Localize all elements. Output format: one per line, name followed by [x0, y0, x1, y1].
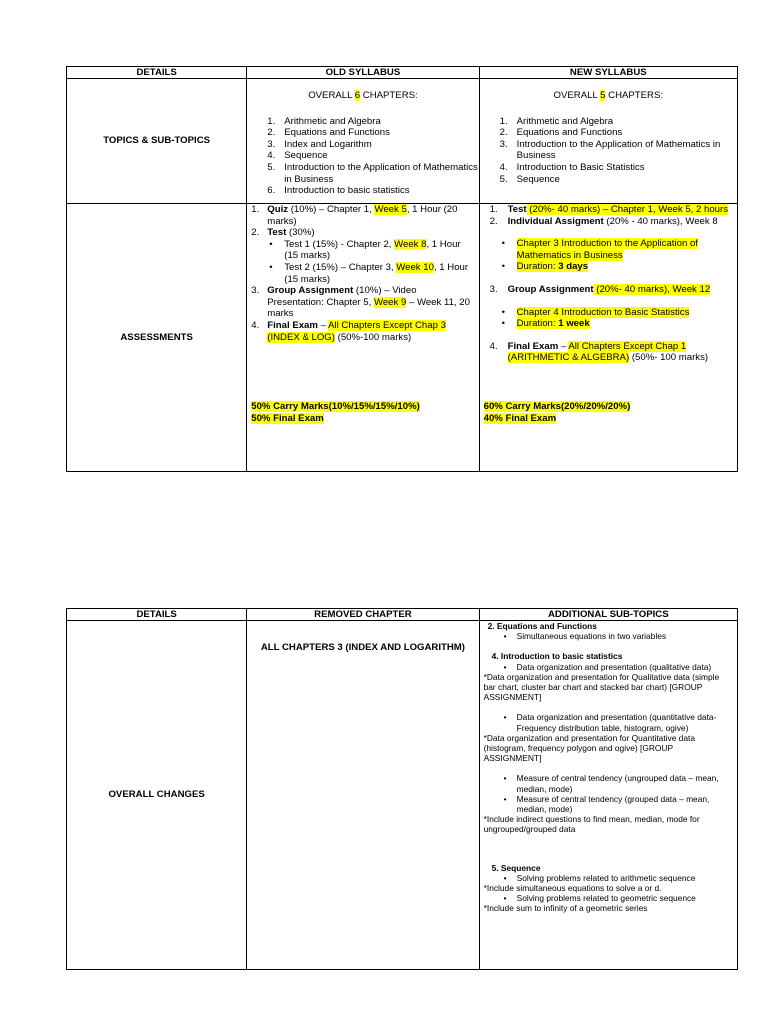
- assessments-row: [67, 204, 738, 472]
- new-topics-cell: [479, 79, 737, 204]
- new-assessments-cell: [479, 204, 737, 472]
- old-assessments-cell: [247, 204, 479, 472]
- header-details: DETAILS: [67, 609, 247, 621]
- additional-subtopics-cell: [479, 621, 737, 970]
- list-item: • Duration: 1 week: [480, 318, 731, 330]
- list-item: • Chapter 4 Introduction to Basic Statistics: [480, 307, 731, 319]
- note-text: *Include sum to infinity of a geometric series: [483, 903, 648, 914]
- list-item: 3. Group Assignment (20%- 40 marks), Week 12 • Chapter 4 Introduction to Basic Statistics • Duration: 1 week: [480, 284, 731, 330]
- list-item: 2. Equations and Functions: [267, 127, 390, 139]
- list-item: • Solving problems related to arithmetic sequence: [484, 873, 731, 883]
- list-item: • Test 2 (15%) – Chapter 3, Week 10, 1 Hour (15 marks): [247, 262, 472, 285]
- syllabus-comparison-table: [66, 66, 738, 472]
- list-item: 1. Test (20%- 40 marks) – Chapter 1, Week 5, 2 hours: [489, 204, 729, 215]
- new-carry-marks: 60% Carry Marks(20%/20%/20%): [483, 401, 631, 412]
- list-item: • Duration: 3 days: [480, 261, 731, 273]
- old-final-exam: 50% Final Exam: [251, 412, 324, 424]
- list-item: 4. Final Exam – All Chapters Except Chap 3 (INDEX & LOG) (50%-100 marks): [251, 319, 446, 343]
- section-title: 5. Sequence: [491, 862, 541, 873]
- removed-chapter-cell: [247, 621, 479, 970]
- new-final-exam: 40% Final Exam: [483, 412, 557, 424]
- list-item: 2. Individual Assigment (20% - 40 marks), Week 8 • Chapter 3 Introduction to the Application of Mathematics in Business • Duration: 3 days: [480, 216, 731, 273]
- list-item: 3. Group Assignment (10%) – Video Presentation: Chapter 5, Week 9 – Week 11, 20 marks: [251, 285, 470, 320]
- list-item: 2. Equations and Functions: [499, 127, 623, 139]
- new-overall-chapters: OVERALL 5 CHAPTERS:: [553, 90, 664, 101]
- list-item: • Test 1 (15%) - Chapter 2, Week 8, 1 Hour (15 marks): [247, 239, 472, 262]
- list-item: 5. Sequence: [499, 173, 560, 185]
- list-item: • Simultaneous equations in two variables: [484, 631, 731, 641]
- list-item: 4. Introduction to Basic Statistics: [499, 161, 645, 173]
- list-item: 6. Introduction to basic statistics: [267, 185, 410, 197]
- list-item: • Solving problems related to geometric sequence: [484, 893, 731, 903]
- header-details: DETAILS: [67, 67, 247, 79]
- note-text: *Include simultaneous equations to solve a or d.: [483, 883, 662, 894]
- section-title: 2. Equations and Functions: [487, 621, 597, 631]
- list-item: • Data organization and presentation (quantitative data- Frequency distribution table, histogram, ogive): [484, 712, 731, 732]
- header-old-syllabus: OLD SYLLABUS: [247, 67, 479, 79]
- list-item: • Measure of central tendency (ungrouped data – mean, median, mode): [484, 773, 731, 793]
- list-item: 3. Index and Logarithm: [267, 138, 372, 150]
- new-topic-list: [480, 116, 737, 186]
- header-additional-subtopics: ADDITIONAL SUB-TOPICS: [479, 609, 737, 621]
- list-item: 4. Final Exam – All Chapters Except Chap 1 (ARITHMETIC & ALGEBRA) (50%- 100 marks): [489, 340, 709, 364]
- list-item: 1. Arithmetic and Algebra: [267, 115, 381, 127]
- table-header-row: [67, 67, 738, 79]
- topics-row: [67, 79, 738, 204]
- list-item: 2. Test (30%) • Test 1 (15%) - Chapter 2, Week 8, 1 Hour (15 marks) • Test 2 (15%) – Chapter 3, Week 10, 1 Hour (15 marks): [247, 227, 472, 285]
- overall-changes-row: [67, 621, 738, 970]
- overall-changes-table: [66, 608, 738, 970]
- list-item: • Measure of central tendency (grouped data – mean, median, mode): [484, 794, 731, 814]
- removed-chapter-text: ALL CHAPTERS 3 (INDEX AND LOGARITHM): [260, 642, 465, 653]
- note-text: *Data organization and presentation for Qualitative data (simple bar chart, cluster bar chart and stacked bar chart) [GROUP ASSIGNMENT]: [483, 671, 720, 703]
- note-text: *Include indirect questions to find mean, median, mode for ungrouped/grouped data: [483, 814, 700, 835]
- note-text: *Data organization and presentation for Quantitative data (histogram, frequency polygon and ogive) [GROUP ASSIGNMENT]: [483, 732, 695, 764]
- header-removed-chapter: REMOVED CHAPTER: [247, 609, 479, 621]
- old-overall-chapters: OVERALL 6 CHAPTERS:: [308, 90, 418, 101]
- list-item: 1. Arithmetic and Algebra: [499, 115, 614, 127]
- list-item: 5. Introduction to the Application of Mathematics in Business: [267, 161, 478, 185]
- list-item: 3. Introduction to the Application of Mathematics in Business: [499, 138, 721, 162]
- assessments-label: ASSESSMENTS: [67, 204, 247, 472]
- section-title: 4. Introduction to basic statistics: [491, 651, 623, 662]
- list-item: 4. Sequence: [267, 150, 328, 162]
- overall-changes-label: OVERALL CHANGES: [67, 621, 247, 970]
- old-topic-list: [247, 116, 478, 197]
- table-header-row: [67, 609, 738, 621]
- header-new-syllabus: NEW SYLLABUS: [479, 67, 737, 79]
- old-topics-cell: [247, 79, 479, 204]
- old-carry-marks: 50% Carry Marks(10%/15%/15%/10%): [251, 401, 420, 412]
- list-item: • Data organization and presentation (qualitative data): [484, 662, 731, 672]
- list-item: • Chapter 3 Introduction to the Application of Mathematics in Business: [480, 238, 731, 261]
- topics-label: TOPICS & SUB-TOPICS: [67, 79, 247, 204]
- list-item: 1. Quiz (10%) – Chapter 1, Week 5, 1 Hour (20 marks): [251, 204, 458, 227]
